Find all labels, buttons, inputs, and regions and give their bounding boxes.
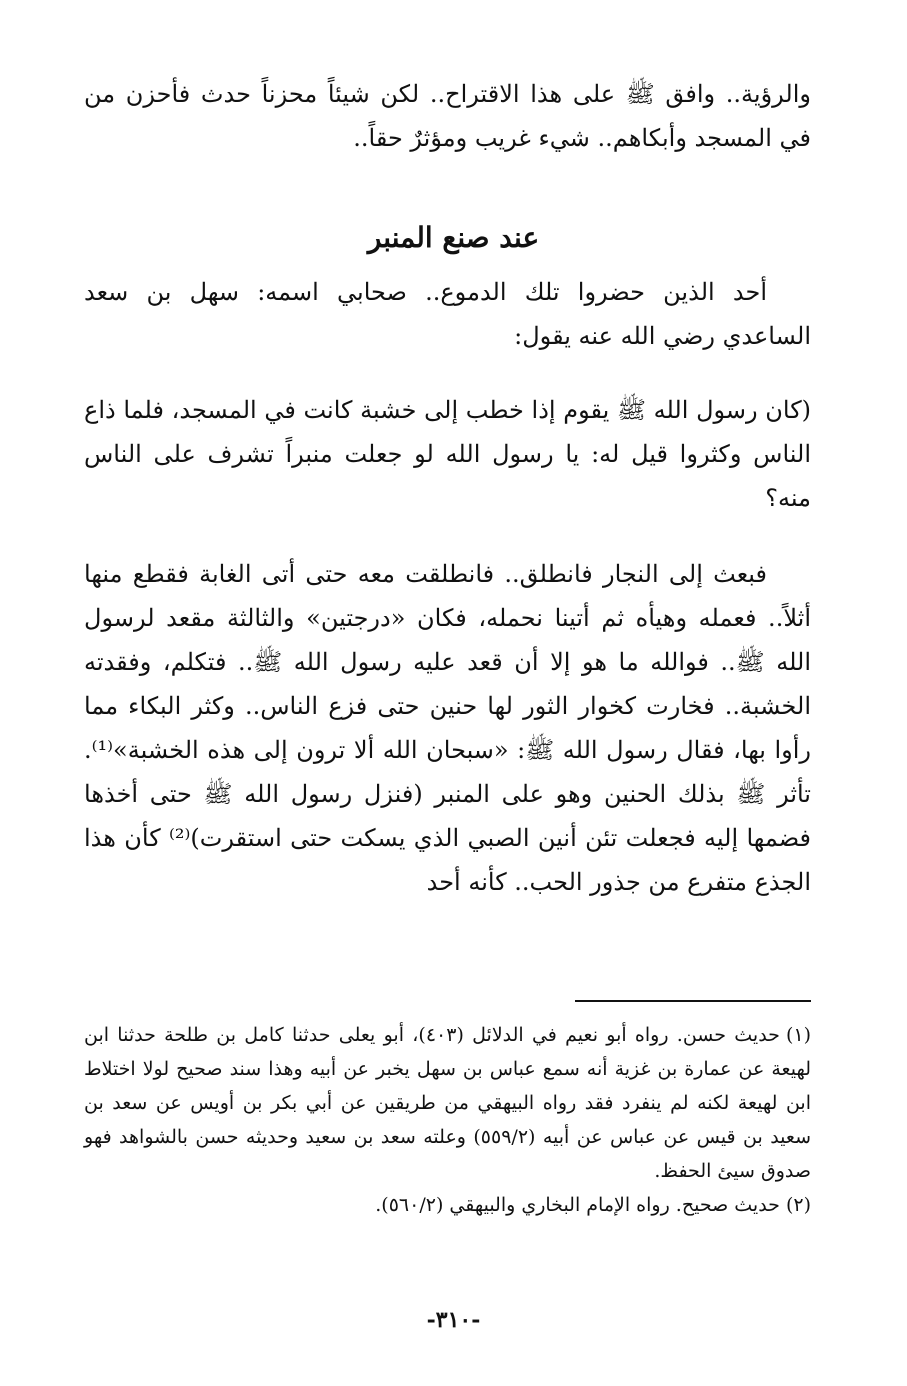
paragraph-narrator: أحد الذين حضروا تلك الدموع.. صحابي اسمه: سهل بن سعد الساعدي رضي الله عنه يقول: (84, 278, 811, 350)
footnote-marker: (١) (785, 1024, 811, 1046)
footnote-divider (575, 1000, 811, 1002)
footnotes-list (84, 1018, 811, 1222)
paragraph-hadith-story: فبعث إلى النجار فانطلق.. فانطلقت معه حتى أتى الغابة فقطع منها أثلاً.. فعمله وهيأه ثم أتينا نحمله، فكان «درجتين» والثالثة مقعد لرسول الله ﷺ.. فوالله ما هو إلا أن قعد عليه رسول الله ﷺ.. فتكلم، وفقدته الخشبة.. فخارت كخوار الثور لها حنين حتى فزع الناس.. وكثر البكاء مما رأوا بها، فقال رسول الله ﷺ: «سبحان الله ألا ترون إلى هذه الخشبة»⁽¹⁾. تأثر ﷺ بذلك الحنين وهو على المنبر (فنزل رسول الله ﷺ حتى أخذها فضمها إليه فجعلت تئن أنين الصبي الذي يسكت حتى استقرت)⁽²⁾ كأن هذا الجذع متفرع من جذور الحب.. كأنه أحد (84, 560, 811, 896)
footnote-text: حديث صحيح. رواه الإمام البخاري والبيهقي (٥٦٠/٢). (375, 1194, 780, 1216)
footnote-item (84, 1188, 811, 1222)
footnote-text: حديث حسن. رواه أبو نعيم في الدلائل (٤٠٣)، أبو يعلى حدثنا كامل بن طلحة حدثنا ابن لهيعة عن عمارة بن غزية أنه سمع عباس بن سهل يخبر عن أبيه وهذا سند صحيح لولا اختلاط ابن لهيعة لكنه لم ينفرد فقد رواه البيهقي من طريقين عن أبي بكر بن أويس عن سعد بن سعيد بن قيس عن عباس عن أبيه (٥٥٩/٢) وعلته سعد بن سعيد وحديثه حسن بالشواهد فهو صدوق سيئ الحفظ. (84, 1024, 811, 1182)
footnote-marker: (٢) (785, 1194, 811, 1216)
footnote-item (84, 1018, 811, 1188)
paragraph-intro: والرؤية.. وافق ﷺ على هذا الاقتراح.. لكن شيئاً محزناً حدث فأحزن من في المسجد وأبكاهم.. شيء غريب ومؤثرٌ حقاً.. (84, 80, 811, 152)
page-number: -٣١٠- (426, 1307, 481, 1333)
paragraph-hadith-opening: (كان رسول الله ﷺ يقوم إذا خطب إلى خشبة كانت في المسجد، فلما ذاع الناس وكثروا قيل له: يا رسول الله لو جعلت منبراً تشرف على الناس منه؟ (84, 396, 811, 512)
section-heading: عند صنع المنبر (367, 221, 540, 254)
